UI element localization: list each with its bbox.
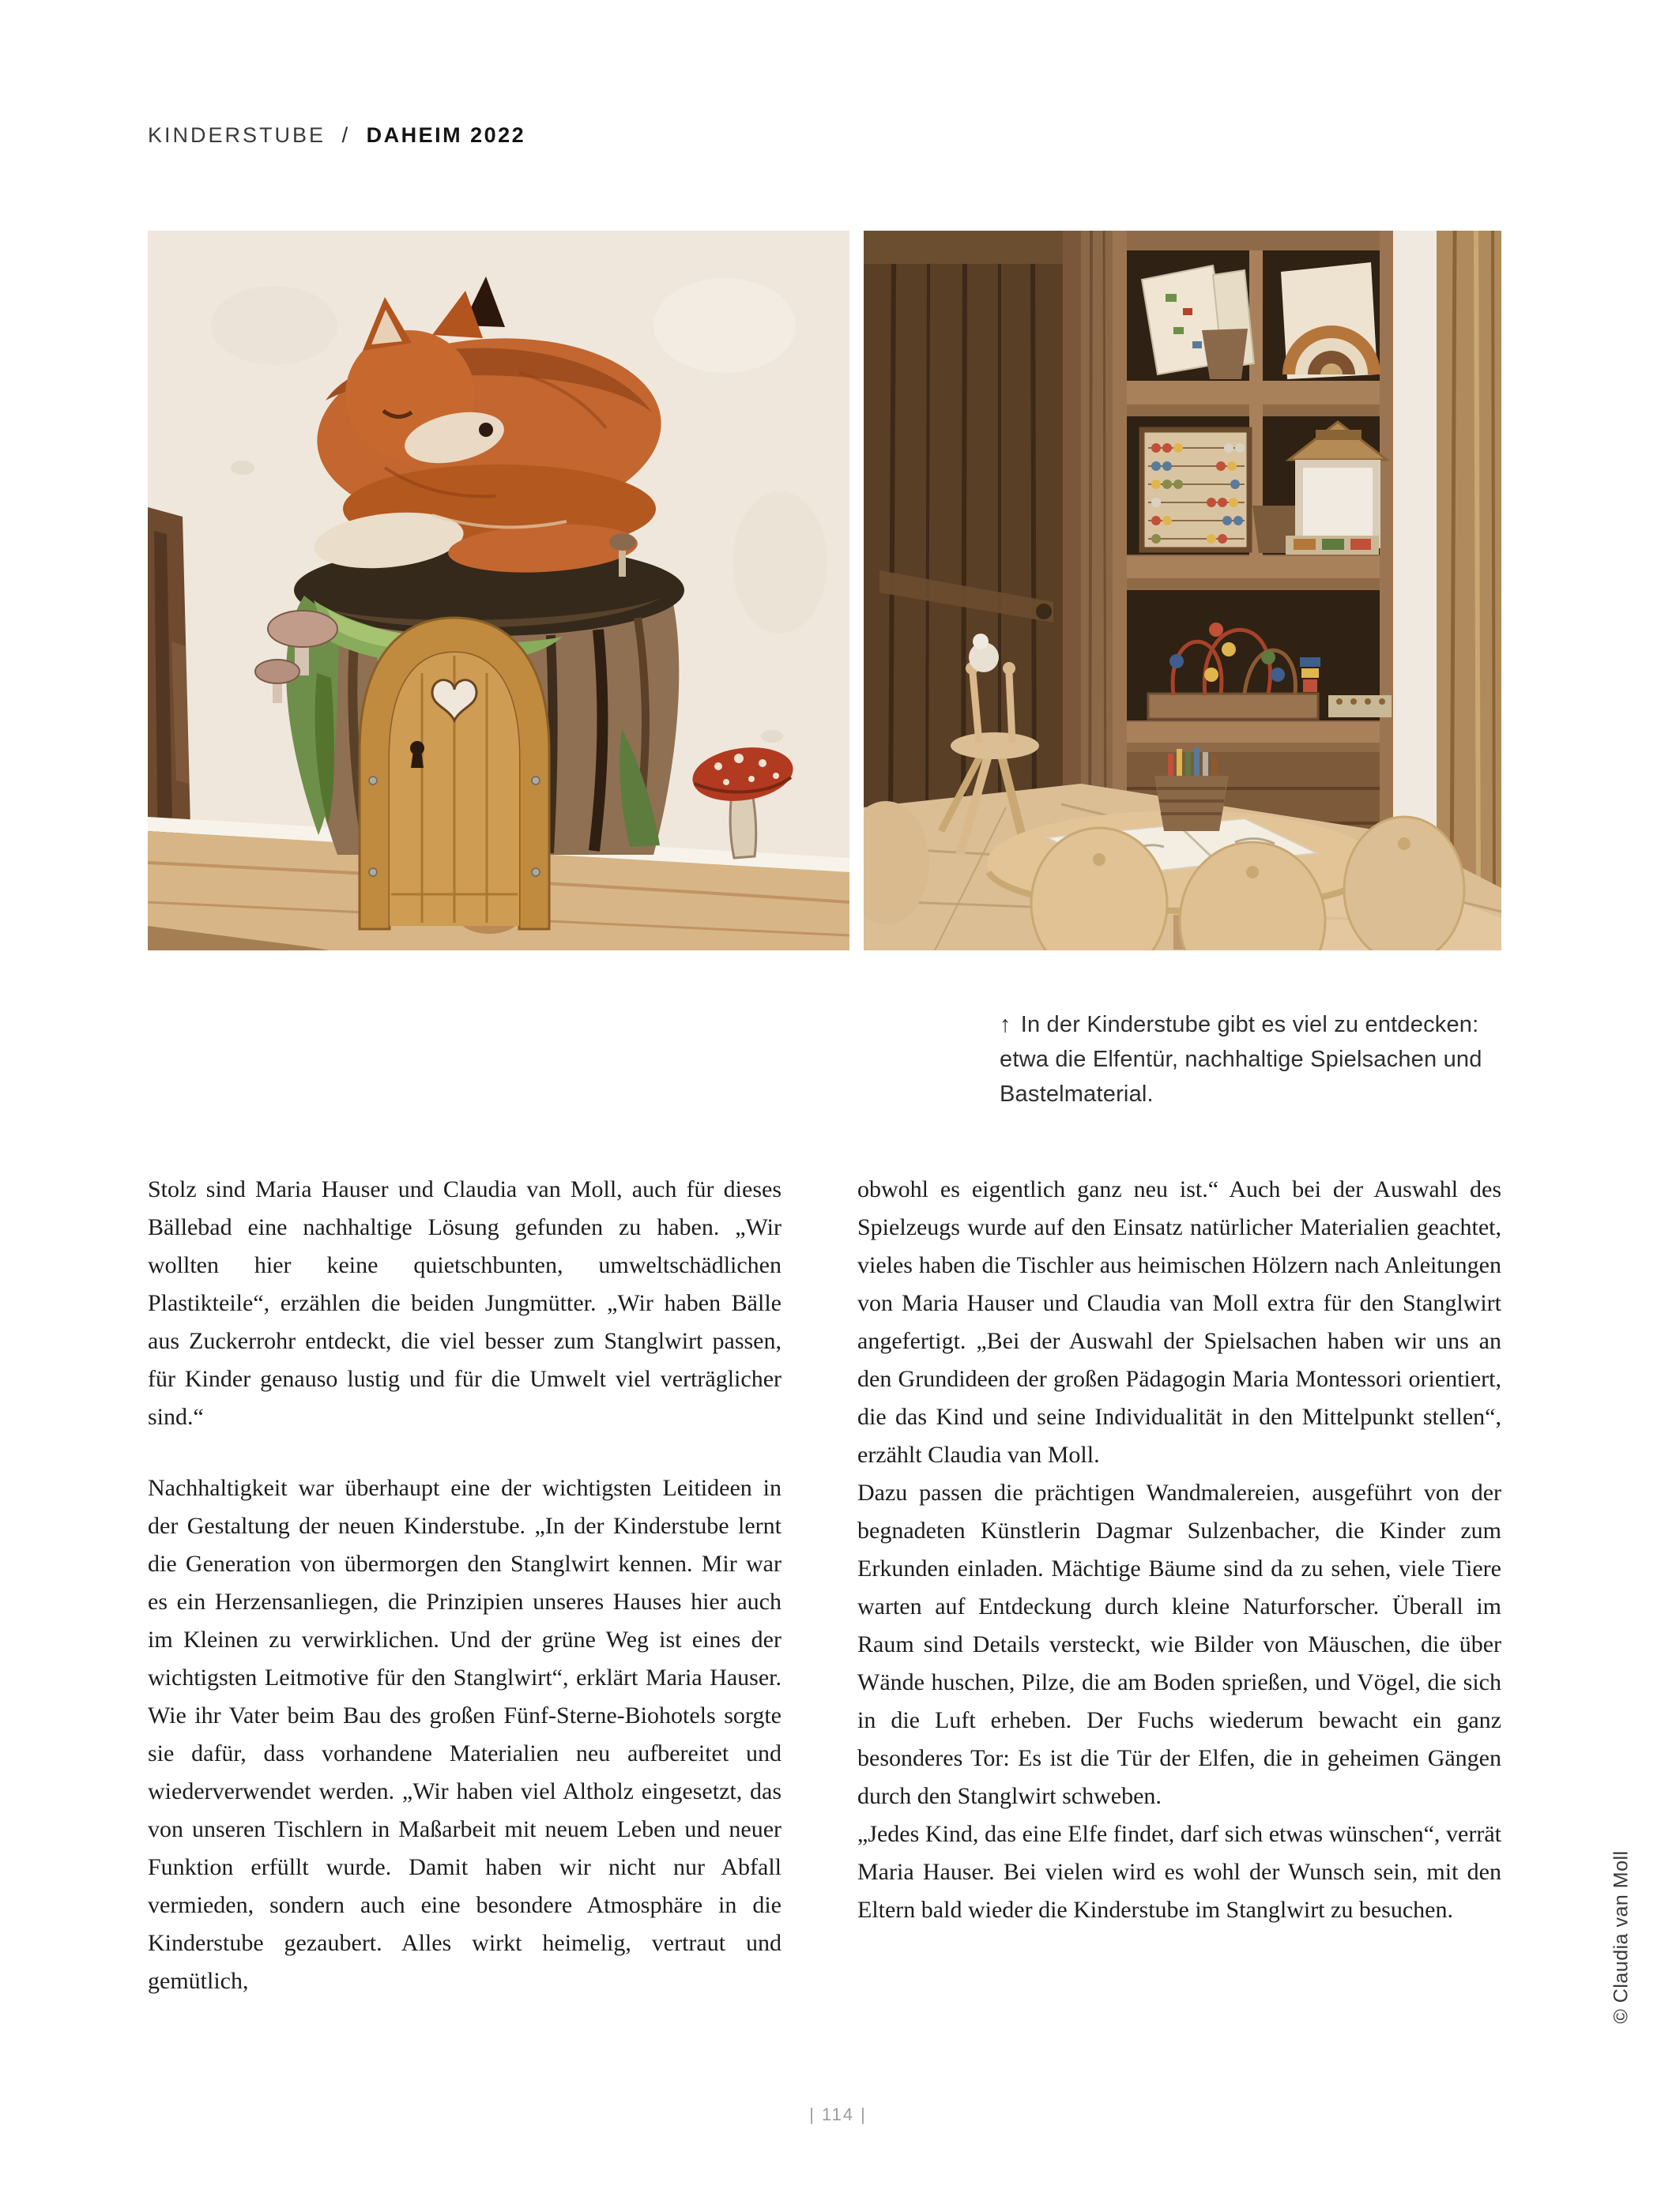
photo-fox-mural bbox=[148, 231, 849, 950]
kicker-section: KINDERSTUBE bbox=[148, 123, 326, 147]
elf-door bbox=[360, 618, 549, 929]
craft-cards bbox=[1142, 265, 1254, 379]
photo-playroom bbox=[864, 231, 1501, 950]
photo-caption bbox=[1000, 1007, 1509, 1112]
paragraph: obwohl es eigentlich ganz neu ist.“ Auch bei der Auswahl des Spielzeugs wurde auf den Einsatz natürlicher Materialien geachtet, vieles haben die Tischler aus heimischen Hölzern nach Anleitungen von Maria Hauser und Claudia van Moll extra für den Stanglwirt angefertigt. „Bei der Auswahl der Spielsachen haben wir uns an den Grundideen der großen Pädagogin Maria Montessori orientiert, die das Kind und seine Individualität in den Mittelpunkt stellen“, erzählt Claudia van Moll. bbox=[857, 1176, 1501, 1468]
article-column-left bbox=[148, 1171, 782, 2000]
article-column-right bbox=[857, 1171, 1501, 1929]
rainbow-stacker bbox=[1281, 262, 1380, 379]
light-wood-planks bbox=[1437, 231, 1501, 902]
caption-text: In der Kinderstube gibt es viel zu entdecken: etwa die Elfentür, nachhaltige Spielsachen und Bastelmaterial. bbox=[1000, 1012, 1482, 1107]
paragraph: Nachhaltigkeit war überhaupt eine der wichtigsten Leitideen in der Gestaltung der neuen Kinderstube. „In der Kinderstube lernt die Generation von übermorgen den Stanglwirt kennen. Mir war es ein Herzensanliegen, die Prinzipien unseres Hauses hier auch im Kleinen zu verwirklichen. Und der grüne Weg ist eines der wichtigsten Leitmotive für den Stanglwirt“, erklärt Maria Hauser. Wie ihr Vater beim Bau des großen Fünf-Sterne-Biohotels sorgte sie dafür, dass vorhandene Materialien neu aufbereitet und wiederverwendet werden. „Wir haben viel Altholz eingesetzt, das von unseren Tischlern in Maßarbeit mit neuem Leben und neuer Funktion erfüllt wurde. Damit haben wir nicht nur Abfall vermieden, sondern auch eine besondere Atmosphäre in die Kinderstube gezaubert. Alles wirkt heimelig, vertraut und gemütlich, bbox=[148, 1475, 782, 1994]
rustic-door bbox=[864, 231, 1081, 815]
paragraph: Dazu passen die prächtigen Wandmalereien, ausgeführt von der begnadeten Künstlerin Dagmar Sulzenbacher, die Kinder zum Erkunden einladen. Mächtige Bäume sind da zu sehen, viele Tiere warten auf Entdeckung durch kleine Naturforscher. Überall im Raum sind Details versteckt, wie Bilder von Mäuschen, die über Wände huschen, Pilze, die am Boden sprießen, und Vögel, die sich in die Luft erheben. Der Fuchs wiederum bewacht ein ganz besonderes Tor: Es ist die Tür der Elfen, die in geheimen Gängen durch den Stanglwirt schweben. bbox=[857, 1480, 1501, 1809]
white-wall bbox=[1393, 231, 1441, 863]
wood-post bbox=[1081, 231, 1113, 863]
playroom-illustration bbox=[864, 231, 1501, 950]
fox-mural-illustration bbox=[148, 231, 849, 950]
abacus bbox=[1142, 430, 1249, 550]
paragraph: „Jedes Kind, das eine Elfe findet, darf sich etwas wünschen“, verrät Maria Hauser. Bei vielen wird es wohl der Wunsch sein, mit den Eltern bald wieder die Kinderstube im Stanglwirt zu besuchen. bbox=[857, 1821, 1501, 1923]
kicker-edition: DAHEIM 2022 bbox=[366, 123, 526, 147]
peg-tray bbox=[1328, 695, 1392, 717]
page-kicker bbox=[148, 123, 525, 148]
toy-boxes bbox=[1286, 536, 1379, 555]
kicker-separator: / bbox=[341, 123, 351, 147]
up-arrow-icon: ↑ bbox=[1000, 1012, 1011, 1037]
page-number: | 114 | bbox=[809, 2105, 867, 2124]
paragraph: Stolz sind Maria Hauser und Claudia van Moll, auch für dieses Bällebad eine nachhaltige Lösung gefunden zu haben. „Wir wollten hier keine quietschbunten, umweltschädlichen Plastikteile“, erzählen die beiden Jungmütter. „Wir haben Bälle aus Zuckerrohr entdeckt, die viel besser zum Stanglwirt passen, für Kinder genauso lustig und für die Umwelt viel verträglicher sind.“ bbox=[148, 1176, 782, 1430]
photo-credit: © Claudia van Moll bbox=[1610, 1850, 1633, 2024]
